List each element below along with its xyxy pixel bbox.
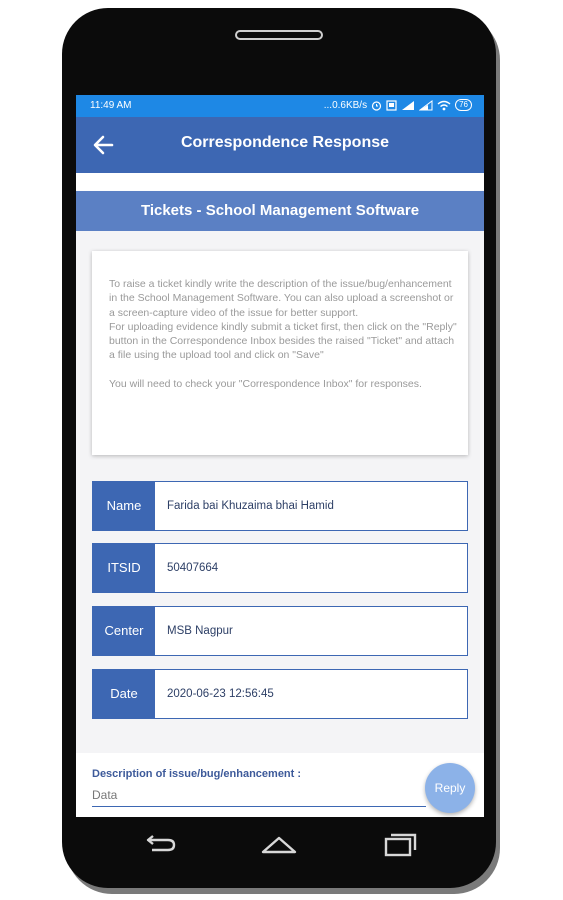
description-label: Description of issue/bug/enhancement :	[92, 768, 302, 780]
field-value[interactable]: 50407664	[167, 562, 219, 574]
battery-icon: 76	[455, 99, 472, 111]
field-value[interactable]: Farida bai Khuzaima bhai Hamid	[167, 500, 334, 512]
nav-home-icon[interactable]	[260, 834, 298, 856]
instructions-card	[92, 251, 468, 455]
alarm-icon	[371, 100, 382, 111]
app-bar	[76, 117, 484, 173]
reply-button[interactable]: Reply	[425, 763, 475, 813]
nav-back-icon[interactable]	[142, 834, 178, 856]
description-input[interactable]	[92, 784, 426, 807]
speaker-grille	[235, 30, 323, 40]
field-date	[92, 669, 468, 719]
instructions-text: To raise a ticket kindly write the description of the issue/bug/enhancement in the School Management Software. You can also upload a screenshot or a screen-capture video of the issue for better support. For uploading evidence kindly submit a ticket first, then click on the "Reply" button in the Correspondence Inbox besides the raised "Ticket" and attach a file using the upload tool and click on "Save" You will need to check your "Correspondence Inbox" for responses.	[109, 278, 457, 391]
field-itsid	[92, 543, 468, 593]
status-icons	[324, 99, 472, 111]
page-title: Correspondence Response	[180, 134, 390, 151]
field-value[interactable]: 2020-06-23 12:56:45	[167, 688, 274, 700]
net-speed: ...0.6KB/s	[323, 99, 368, 111]
field-label: Name	[93, 482, 155, 530]
status-time: 11:49 AM	[90, 100, 132, 111]
field-label: Center	[93, 607, 155, 655]
sim-icon	[386, 100, 397, 111]
nav-recents-icon[interactable]	[382, 833, 418, 857]
signal-icon	[401, 100, 415, 111]
field-label: Date	[93, 670, 155, 718]
field-label: ITSID	[93, 544, 155, 592]
description-section	[76, 753, 484, 817]
screen	[76, 95, 484, 817]
field-value[interactable]: MSB Nagpur	[167, 625, 233, 637]
section-header: Tickets - School Management Software	[76, 191, 484, 231]
wifi-icon	[437, 100, 451, 111]
signal-icon-2	[419, 100, 433, 111]
field-name	[92, 481, 468, 531]
status-bar	[76, 95, 484, 117]
field-center	[92, 606, 468, 656]
phone-frame	[62, 8, 496, 888]
